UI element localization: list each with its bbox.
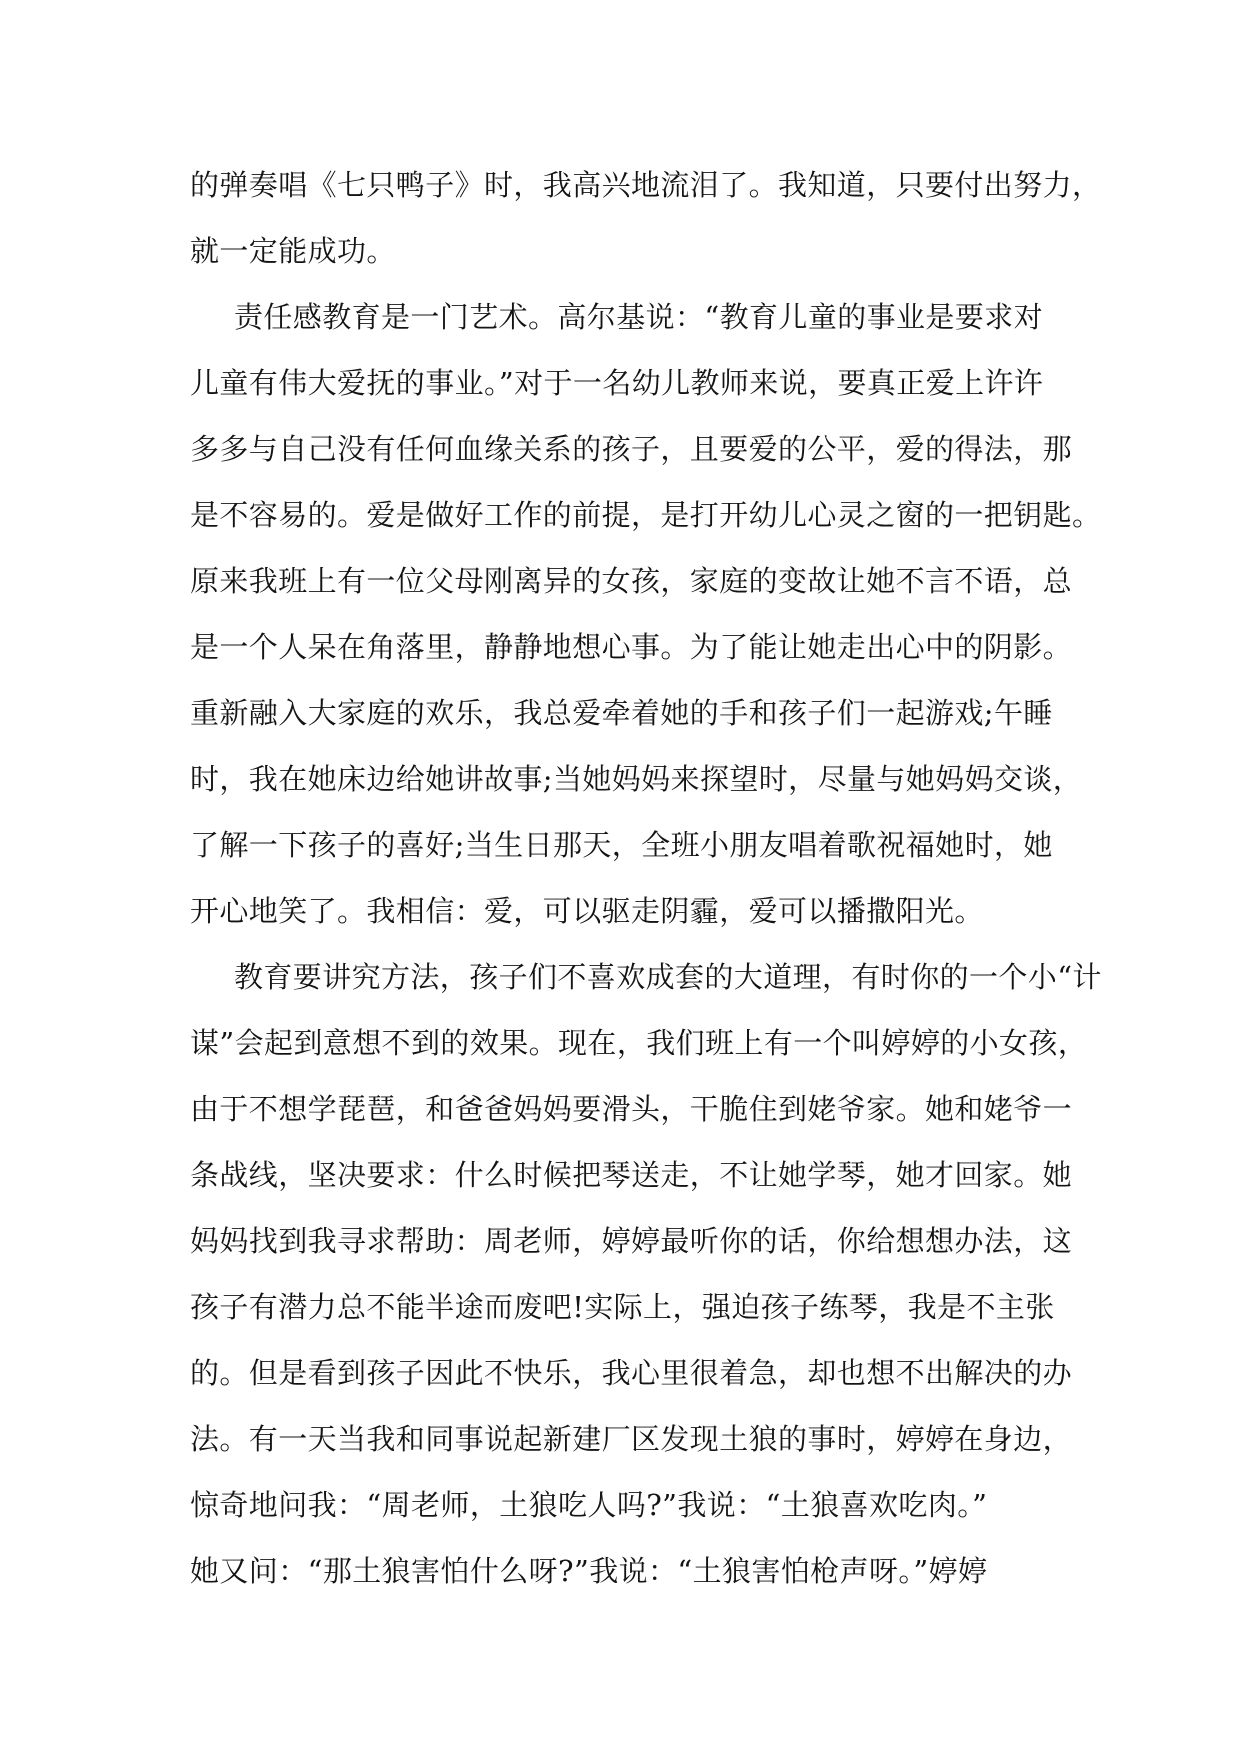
text-line: 重新融入大家庭的欢乐，我总爱牵着她的手和孩子们一起游戏;午睡 [190, 696, 1053, 730]
text-line: 她又问：“那土狼害怕什么呀?”我说：“土狼害怕枪声呀。”婷婷 [190, 1554, 988, 1588]
text-line: 谋”会起到意想不到的效果。现在，我们班上有一个叫婷婷的小女孩， [190, 1026, 1088, 1060]
paragraph-start-line: 责任感教育是一门艺术。高尔基说：“教育儿童的事业是要求对 [234, 300, 1044, 334]
text-line: 多多与自己没有任何血缘关系的孩子，且要爱的公平，爱的得法，那 [190, 432, 1073, 466]
text-line: 儿童有伟大爱抚的事业。”对于一名幼儿教师来说，要真正爱上许许 [190, 366, 1044, 400]
text-line: 由于不想学琵琶，和爸爸妈妈要滑头，干脆住到姥爷家。她和姥爷一 [190, 1092, 1073, 1126]
text-line: 原来我班上有一位父母刚离异的女孩，家庭的变故让她不言不语，总 [190, 564, 1073, 598]
text-line: 妈妈找到我寻求帮助：周老师，婷婷最听你的话，你给想想办法，这 [190, 1224, 1073, 1258]
text-line: 法。有一天当我和同事说起新建厂区发现土狼的事时，婷婷在身边， [190, 1422, 1073, 1456]
body-text [190, 152, 1102, 1604]
text-line: 条战线，坚决要求：什么时候把琴送走，不让她学琴，她才回家。她 [190, 1158, 1073, 1192]
text-line: 是不容易的。爱是做好工作的前提，是打开幼儿心灵之窗的一把钥匙。 [190, 498, 1102, 532]
text-line: 是一个人呆在角落里，静静地想心事。为了能让她走出心中的阴影。 [190, 630, 1073, 664]
text-line: 时，我在她床边给她讲故事;当她妈妈来探望时，尽量与她妈妈交谈， [190, 762, 1083, 796]
text-line: 开心地笑了。我相信：爱，可以驱走阴霾，爱可以播撒阳光。 [190, 894, 984, 928]
text-line: 孩子有潜力总不能半途而废吧!实际上，强迫孩子练琴，我是不主张 [190, 1290, 1055, 1324]
text-line: 了解一下孩子的喜好;当生日那天，全班小朋友唱着歌祝福她时，她 [190, 828, 1053, 862]
text-line: 就一定能成功。 [190, 234, 396, 268]
text-line: 的。但是看到孩子因此不快乐，我心里很着急，却也想不出解决的办 [190, 1356, 1073, 1390]
text-line: 惊奇地问我：“周老师，土狼吃人吗?”我说：“土狼喜欢吃肉。” [190, 1488, 988, 1522]
paragraph-start-line: 教育要讲究方法，孩子们不喜欢成套的大道理，有时你的一个小“计 [234, 960, 1102, 994]
text-line: 的弹奏唱《七只鸭子》时，我高兴地流泪了。我知道，只要付出努力， [190, 168, 1102, 202]
